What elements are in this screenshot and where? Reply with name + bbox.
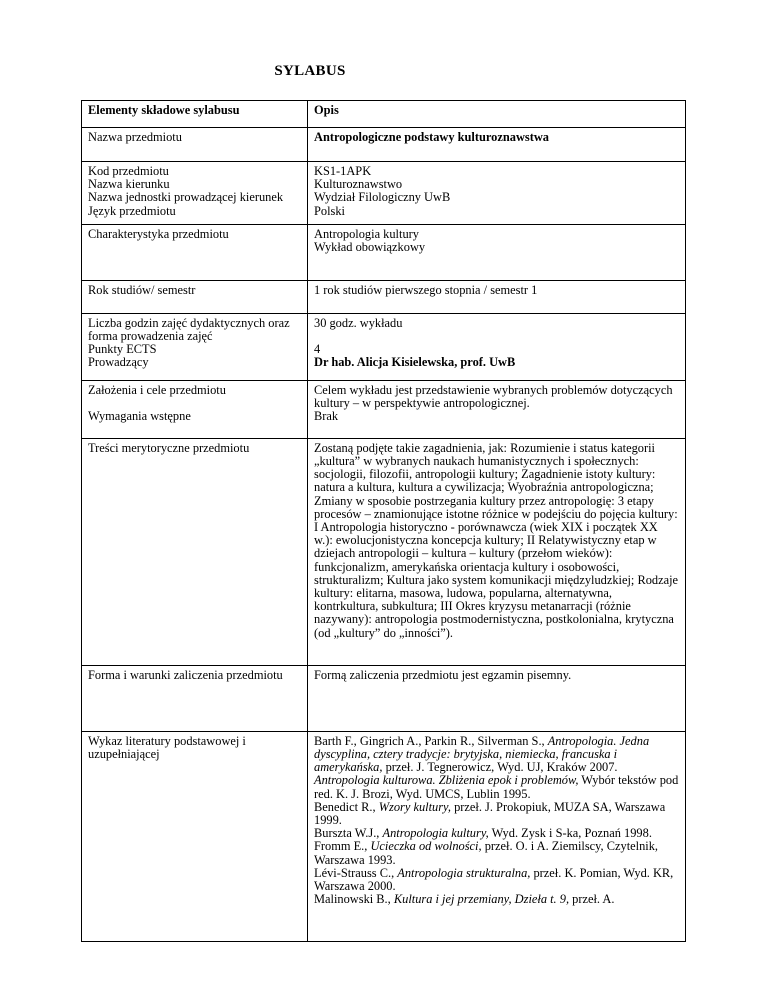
- label-content: Treści merytoryczne przedmiotu: [82, 438, 308, 665]
- literature-details: przeł. J. Prokopiuk, MUZA SA, Warszawa 1999.: [314, 799, 666, 828]
- value-ects: 4: [314, 342, 321, 357]
- literature-item: [314, 774, 679, 800]
- label-course-name: Nazwa przedmiotu: [82, 128, 308, 162]
- header-row: [82, 101, 686, 128]
- value-content: Zostaną podjęte takie zagadnienia, jak: Rozumienie i status kategorii „kultura” w wybranych naukach humanistycznych i społecznych: socjologii, filozofii, antropologii kultury; Zagadnienie istoty kultury: natura a kultura, kultura a cywilizacja; Wyobraźnia antropologiczna; Zmiany w sposobie postrzegania kultury przez antropologię: 3 etapy procesów – znamionujące istotne różnice w podejściu do pojęcia kultury: I Antropologia historyczno - porównawcza (wiek XIX i początek XX w.): ewolucjonistyczna koncepcja kultury; II Relatywistyczny etap w dziejach antropologii – kultura – kultury (przełom wieków): funkcjonalizm, amerykańska orientacja kultury i osobowości, strukturalizm; Kultura jako system komunikacji międzyludzkiej; Rodzaje kultury: elitarna, masowa, ludowa, popularna, alternatywna, kontrkultura, subkultura; III Okres kryzysu metanarracji (różnie nazywany): antropologia postmodernistyczna, postkolonialna, krytyczna (od „kultury” do „inności”).: [308, 438, 686, 665]
- literature-details: Wybór tekstów pod red. K. J. Brozi, Wyd. UMCS, Lublin 1995.: [314, 773, 679, 801]
- literature-item: [314, 893, 679, 906]
- literature-item: [314, 801, 679, 827]
- label-assessment: Forma i warunki zaliczenia przedmiotu: [82, 665, 308, 731]
- literature-details: przeł. A.: [569, 892, 615, 907]
- value-lecturer: Dr hab. Alicja Kisielewska, prof. UwB: [314, 355, 516, 370]
- syllabus-table: [81, 100, 686, 942]
- label-characteristics: Charakterystyka przedmiotu: [82, 224, 308, 280]
- row-content: [82, 438, 686, 665]
- labels-goals: [82, 380, 308, 438]
- literature-author: Fromm E.,: [314, 839, 371, 854]
- row-hours-group: [82, 313, 686, 380]
- literature-details: Wyd. Zysk i S-ka, Poznań 1998.: [488, 826, 652, 841]
- literature-item: [314, 735, 679, 775]
- label-lecturer: Prowadzący: [88, 355, 149, 370]
- literature-title: Antropologia kulturowa. Zbliżenia epok i problemów,: [314, 773, 579, 788]
- row-assessment: [82, 665, 686, 731]
- document-title: SYLABUS: [274, 63, 346, 79]
- value-literature: [308, 731, 686, 941]
- labels-course-code: [82, 162, 308, 225]
- value-year: 1 rok studiów pierwszego stopnia / semestr 1: [308, 280, 686, 313]
- literature-title: Wzory kultury,: [378, 799, 451, 814]
- value-language: Polski: [314, 203, 345, 218]
- literature-title: Ucieczka od wolności,: [370, 839, 482, 854]
- label-unit: Nazwa jednostki prowadzącej kierunek: [88, 190, 284, 205]
- literature-author: Barth F., Gingrich A., Parkin R., Silverman S.,: [314, 733, 548, 748]
- label-ects: Punkty ECTS: [88, 342, 157, 357]
- value-unit: Wydział Filologiczny UwB: [314, 190, 451, 205]
- literature-details: przeł. O. i A. Ziemilscy, Czytelnik, Warszawa 1993.: [314, 839, 659, 867]
- header-description: Opis: [308, 101, 686, 128]
- spacer: [314, 330, 679, 343]
- label-course-code: Kod przedmiotu: [88, 164, 169, 178]
- label-hours-1: Liczba godzin zajęć dydaktycznych oraz: [88, 315, 290, 330]
- value-assessment: Formą zaliczenia przedmiotu jest egzamin pisemny.: [308, 665, 686, 731]
- row-literature: [82, 731, 686, 941]
- row-course-name: [82, 128, 686, 162]
- row-course-code-group: [82, 162, 686, 225]
- label-year: Rok studiów/ semestr: [82, 280, 308, 313]
- labels-hours: [82, 313, 308, 380]
- row-goals: [82, 380, 686, 438]
- literature-title: Kultura i jej przemiany, Dzieła t. 9,: [393, 892, 570, 907]
- literature-title: Antropologia kultury,: [382, 826, 489, 841]
- label-field-name: Nazwa kierunku: [88, 177, 170, 192]
- value-characteristics-2: Wykład obowiązkowy: [314, 240, 426, 255]
- label-literature: Wykaz literatury podstawowej i uzupełniającej: [82, 731, 308, 941]
- literature-author: Benedict R.,: [314, 799, 379, 814]
- literature-author: Lévi-Strauss C.,: [314, 865, 398, 880]
- values-course-code: [308, 162, 686, 225]
- label-hours-2: forma prowadzenia zajęć: [88, 329, 213, 344]
- value-goals: Celem wykładu jest przedstawienie wybranych problemów dotyczących kultury – w perspektywie antropologicznej.: [314, 382, 673, 411]
- row-characteristics: [82, 224, 686, 280]
- literature-author: Burszta W.J.,: [314, 826, 383, 841]
- label-goals: Założenia i cele przedmiotu: [88, 382, 226, 397]
- value-characteristics: [308, 224, 686, 280]
- row-year: [82, 280, 686, 313]
- label-language: Język przedmiotu: [88, 203, 176, 218]
- value-requirements: Brak: [314, 409, 339, 424]
- value-course-code: KS1-1APK: [314, 164, 372, 178]
- literature-item: [314, 867, 679, 893]
- values-goals: [308, 380, 686, 438]
- value-field-name: Kulturoznawstwo: [314, 177, 403, 192]
- values-hours: [308, 313, 686, 380]
- value-characteristics-1: Antropologia kultury: [314, 226, 419, 241]
- value-course-name: Antropologiczne podstawy kulturoznawstwa: [308, 128, 686, 162]
- header-elements: Elementy składowe sylabusu: [82, 101, 308, 128]
- value-hours: 30 godz. wykładu: [314, 315, 403, 330]
- literature-details: przeł. K. Pomian, Wyd. KR, Warszawa 2000.: [314, 865, 674, 894]
- literature-title: Antropologia. Jedna dyscyplina, cztery tradycje: brytyjska, niemiecka, francuska i amerykańska,: [314, 733, 650, 775]
- literature-title: Antropologia strukturalna,: [397, 865, 531, 880]
- literature-author: Malinowski B.,: [314, 892, 394, 907]
- literature-details: przeł. J. Tegnerowicz, Wyd. UJ, Kraków 2007.: [382, 760, 618, 775]
- literature-item: [314, 840, 679, 866]
- label-requirements: Wymagania wstępne: [88, 409, 191, 424]
